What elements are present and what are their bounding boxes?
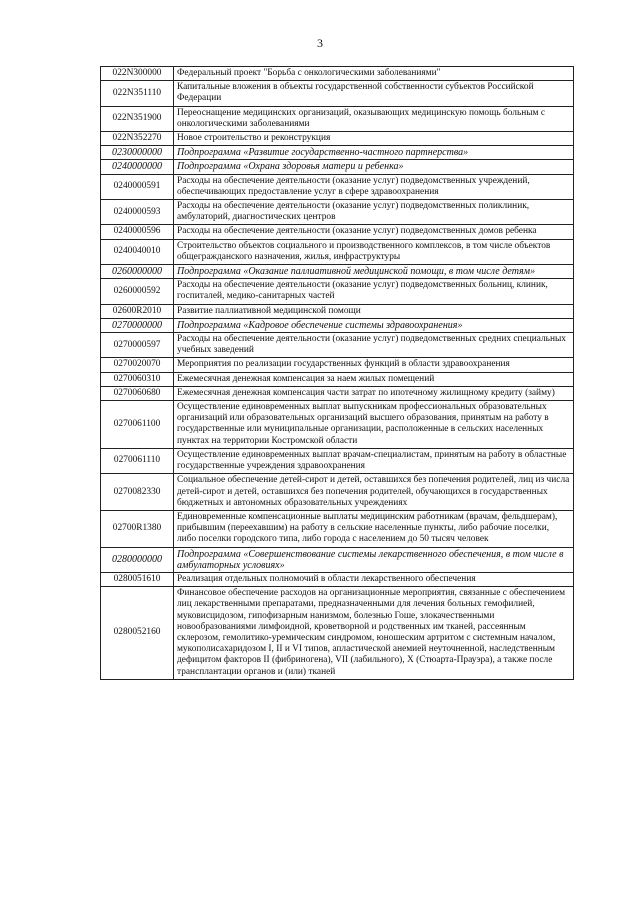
table-row [101, 474, 574, 511]
table-body [101, 67, 574, 680]
row-code: 0270060680 [101, 386, 174, 400]
row-description: Новое строительство и реконструкция [174, 132, 574, 146]
table-row [101, 146, 574, 160]
row-code: 0280000000 [101, 547, 174, 572]
row-description: Ежемесячная денежная компенсация части затрат по ипотечному жилищному кредиту (займу) [174, 386, 574, 400]
table-row [101, 81, 574, 106]
row-description: Подпрограмма «Охрана здоровья матери и ребенка» [174, 160, 574, 174]
table-row [101, 587, 574, 680]
row-code: 02700R1380 [101, 510, 174, 547]
table-row [101, 448, 574, 473]
table-row [101, 318, 574, 332]
row-code: 0270000597 [101, 333, 174, 358]
row-description: Расходы на обеспечение деятельности (оказание услуг) подведомственных домов ребенка [174, 225, 574, 239]
table-row [101, 239, 574, 264]
budget-classification-table [100, 66, 574, 680]
row-code: 0270020070 [101, 358, 174, 372]
table-row [101, 106, 574, 131]
row-code: 0270000000 [101, 318, 174, 332]
row-description: Подпрограмма «Оказание паллиативной медицинской помощи, в том числе детям» [174, 265, 574, 279]
table-row [101, 67, 574, 81]
row-description: Расходы на обеспечение деятельности (оказание услуг) подведомственных учреждений, обеспечивающих предоставление услуг в сфере здравоохранения [174, 174, 574, 199]
row-code: 022N351900 [101, 106, 174, 131]
table-row [101, 572, 574, 586]
row-description: Расходы на обеспечение деятельности (оказание услуг) подведомственных больниц, клиник, госпиталей, медико-санитарных частей [174, 279, 574, 304]
row-description: Расходы на обеспечение деятельности (оказание услуг) подведомственных поликлиник, амбулаторий, диагностических центров [174, 200, 574, 225]
table-row [101, 333, 574, 358]
row-code: 0280052160 [101, 587, 174, 680]
row-description: Капитальные вложения в объекты государственной собственности субъектов Российской Федерации [174, 81, 574, 106]
table-row [101, 547, 574, 572]
row-description: Финансовое обеспечение расходов на организационные мероприятия, связанные с обеспечением лиц лекарственными препаратами, предназначенными для лечения больных гемофилией, муковисцидозом, гипофизарным нанизмом, болезнью Гоше, злокачественными новообразованиями лимфоидной, кроветворной и родственных им тканей, рассеянным склерозом, гемолитико-уремическим синдромом, юношеским артритом с системным началом, мукополисахаридозом I, II и VI типов, апластической анемией неуточненной, наследственным дефицитом факторов II (фибриногена), VII (лабильного), X (Стюарта-Прауэра), а также после трансплантации органов и (или) тканей [174, 587, 574, 680]
row-code: 0270061110 [101, 448, 174, 473]
table-row [101, 358, 574, 372]
row-description: Единовременные компенсационные выплаты медицинским работникам (врачам, фельдшерам), прибывшим (переехавшим) на работу в сельские населенные пункты, либо рабочие поселки, либо поселки городского типа, либо города с населением до 50 тысяч человек [174, 510, 574, 547]
table-row [101, 304, 574, 318]
row-code: 0240000591 [101, 174, 174, 199]
table-row [101, 132, 574, 146]
row-code: 0280051610 [101, 572, 174, 586]
row-description: Федеральный проект "Борьба с онкологическими заболеваниями" [174, 67, 574, 81]
table-row [101, 510, 574, 547]
row-description: Переоснащение медицинских организаций, оказывающих медицинскую помощь больным с онкологическими заболеваниями [174, 106, 574, 131]
row-code: 022N352270 [101, 132, 174, 146]
table-row [101, 386, 574, 400]
row-code: 0270082330 [101, 474, 174, 511]
table-row [101, 279, 574, 304]
row-description: Социальное обеспечение детей-сирот и детей, оставшихся без попечения родителей, лиц из числа детей-сирот и детей, оставшихся без попечения родителей, обучающихся в государственных бюджетных и автономных образовательных учреждениях [174, 474, 574, 511]
row-code: 0270061100 [101, 401, 174, 449]
row-description: Строительство объектов социального и производственного комплексов, в том числе объектов общегражданского назначения, жилья, инфраструктуры [174, 239, 574, 264]
table-row [101, 160, 574, 174]
row-code: 0230000000 [101, 146, 174, 160]
table-row [101, 174, 574, 199]
row-code: 0240000596 [101, 225, 174, 239]
row-description: Расходы на обеспечение деятельности (оказание услуг) подведомственных средних специальных учебных заведений [174, 333, 574, 358]
row-description: Реализация отдельных полномочий в области лекарственного обеспечения [174, 572, 574, 586]
row-code: 022N300000 [101, 67, 174, 81]
row-code: 0260000592 [101, 279, 174, 304]
table-row [101, 372, 574, 386]
page-number: 3 [317, 36, 323, 50]
row-code: 0240000593 [101, 200, 174, 225]
row-code: 022N351110 [101, 81, 174, 106]
table-row [101, 200, 574, 225]
row-description: Ежемесячная денежная компенсация за наем жилых помещений [174, 372, 574, 386]
row-code: 0240040010 [101, 239, 174, 264]
row-code: 0270060310 [101, 372, 174, 386]
row-description: Осуществление единовременных выплат выпускникам профессиональных образовательных организаций или образовательных организаций высшего образования, принятым на работу в государственные или муниципальные организации, расположенные в сельских населенных пунктах на территории Костромской области [174, 401, 574, 449]
row-code: 0260000000 [101, 265, 174, 279]
row-description: Подпрограмма «Совершенствование системы лекарственного обеспечения, в том числе в амбулаторных условиях» [174, 547, 574, 572]
table-row [101, 265, 574, 279]
row-description: Осуществление единовременных выплат врачам-специалистам, принятым на работу в областные государственные учреждения здравоохранения [174, 448, 574, 473]
row-description: Подпрограмма «Кадровое обеспечение системы здравоохранения» [174, 318, 574, 332]
row-description: Развитие паллиативной медицинской помощи [174, 304, 574, 318]
row-code: 02600R2010 [101, 304, 174, 318]
table-row [101, 225, 574, 239]
row-description: Мероприятия по реализации государственных функций в области здравоохранения [174, 358, 574, 372]
table-row [101, 401, 574, 449]
row-code: 0240000000 [101, 160, 174, 174]
row-description: Подпрограмма «Развитие государственно-частного партнерства» [174, 146, 574, 160]
